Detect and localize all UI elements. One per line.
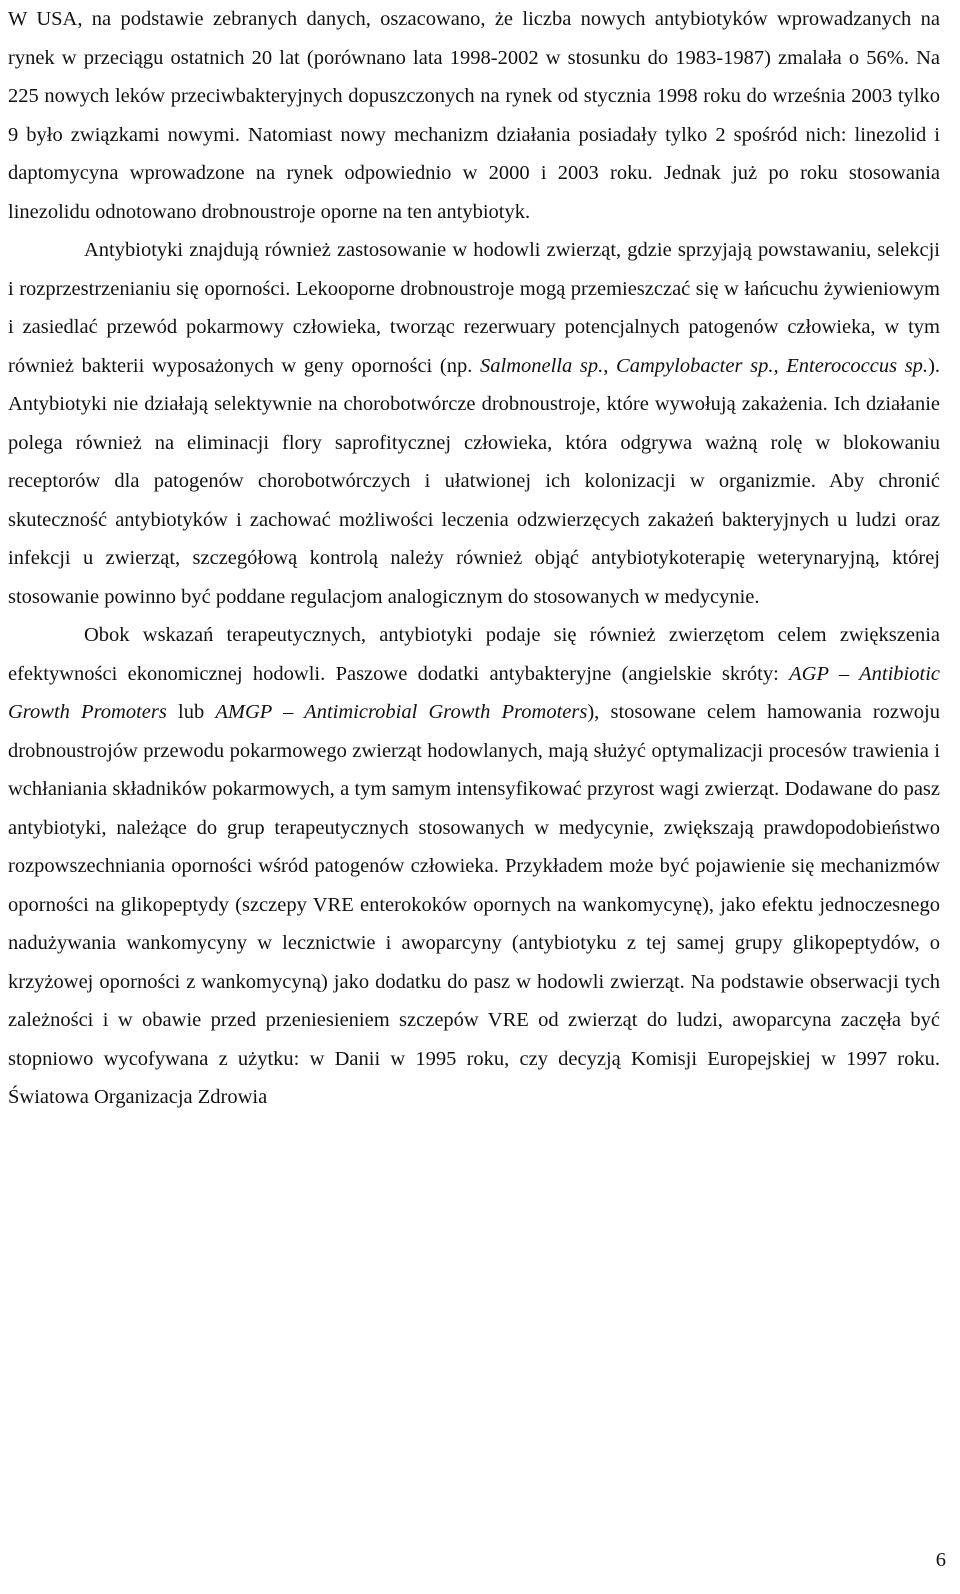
paragraph-text: Obok wskazań terapeutycznych, antybiotyki podaje się również zwierzętom celem zwiększenia efektywności ekonomicznej hodowli. Paszowe dodatki antybakteryjne (angielskie skróty: (8, 624, 940, 685)
italic-term: Enterococcus sp. (786, 354, 929, 377)
italic-term: AMGP – Antimicrobial Growth Promoters (215, 701, 588, 723)
paragraph-text: , (773, 354, 787, 377)
paragraph-text: ). Antybiotyki nie działają selektywnie na chorobotwórcze drobnoustroje, które wywołują zakażenia. Ich działanie polega również na eliminacji flory saprofitycznej człowieka, która odgrywa ważną rolę w blokowaniu receptorów dla patogenów chorobotwórczych i ułatwionej ich kolonizacji w organizmie. Aby chronić skuteczność antybiotyków i zachować możliwości leczenia odzwierzęcych zakażeń bakteryjnych u ludzi oraz infekcji u zwierząt, szczegółową kontrolą należy również objąć antybiotykoterapię weterynaryjną, której stosowanie powinno być poddane regulacjom analogicznym do stosowanych w medycynie. (8, 354, 941, 608)
italic-term: AGP – Antibiotic Growth Promoters (8, 662, 940, 723)
paragraph-text: ), stosowane celem hamowania rozwoju drobnoustrojów przewodu pokarmowego zwierząt hodowlanych, mają służyć optymalizacji procesów trawienia i wchłaniania składników pokarmowych, a tym samym intensyfikować przyrost wagi zwierząt. Dodawane do pasz antybiotyki, należące do grup terapeutycznych stosowanych w medycynie, zwiększają prawdopodobieństwo rozpowszechniania oporności wśród patogenów człowieka. Przykładem może być pojawienie się mechanizmów oporności na glikopeptydy (szczepy VRE enterokoków opornych na wankomycynę), jako efektu jednoczesnego nadużywania wankomycyny w lecznictwie i awoparcyny (antybiotyku z tej samej grupy glikopeptydów, o krzyżowej oporności z wankomycyną) jako dodatku do pasz w hodowli zwierząt. Na podstawie obserwacji tych zależności i w obawie przed przeniesieniem szczepów VRE od zwierząt do ludzi, awoparcyna zaczęła być stopniowo wycofywana z użytku: w Danii w 1995 roku, czy decyzją Komisji Europejskiej w 1997 roku. Światowa Organizacja Zdrowia (8, 701, 940, 1108)
paragraph-text: W USA, na podstawie zebranych danych, oszacowano, że liczba nowych antybiotyków wprowadzanych na rynek w przeciągu ostatnich 20 lat (porównano lata 1998-2002 w stosunku do 1983-1987) zmalała o 56%. Na 225 nowych leków przeciwbakteryjnych dopuszczonych na rynek od stycznia 1998 roku do września 2003 tylko 9 było związkami nowymi. Natomiast nowy mechanizm działania posiadały tylko 2 spośród nich: linezolid i daptomycyna wprowadzone na rynek odpowiednio w 2000 i 2003 roku. Jednak już po roku stosowania linezolidu odnotowano drobnoustroje oporne na ten antybiotyk. (8, 8, 940, 223)
paragraph (8, 0, 940, 231)
paragraph (8, 616, 940, 1117)
paragraph-text: , (603, 354, 617, 377)
page-number: 6 (935, 1549, 946, 1571)
paragraph-text: Antybiotyki znajdują również zastosowanie w hodowli zwierząt, gdzie sprzyjają powstawaniu, selekcji i rozprzestrzenianiu się oporności. Lekooporne drobnoustroje mogą przemieszczać się w łańcuchu żywieniowym i zasiedlać przewód pokarmowy człowieka, tworząc rezerwuary potencjalnych patogenów człowieka, w tym również bakterii wyposażonych w geny oporności (np. (8, 239, 940, 377)
italic-term: Campylobacter sp. (616, 354, 774, 377)
paragraph-text: lub (166, 701, 216, 723)
paragraph (8, 231, 940, 616)
italic-term: Salmonella sp. (480, 354, 604, 377)
document-body (8, 0, 940, 1117)
